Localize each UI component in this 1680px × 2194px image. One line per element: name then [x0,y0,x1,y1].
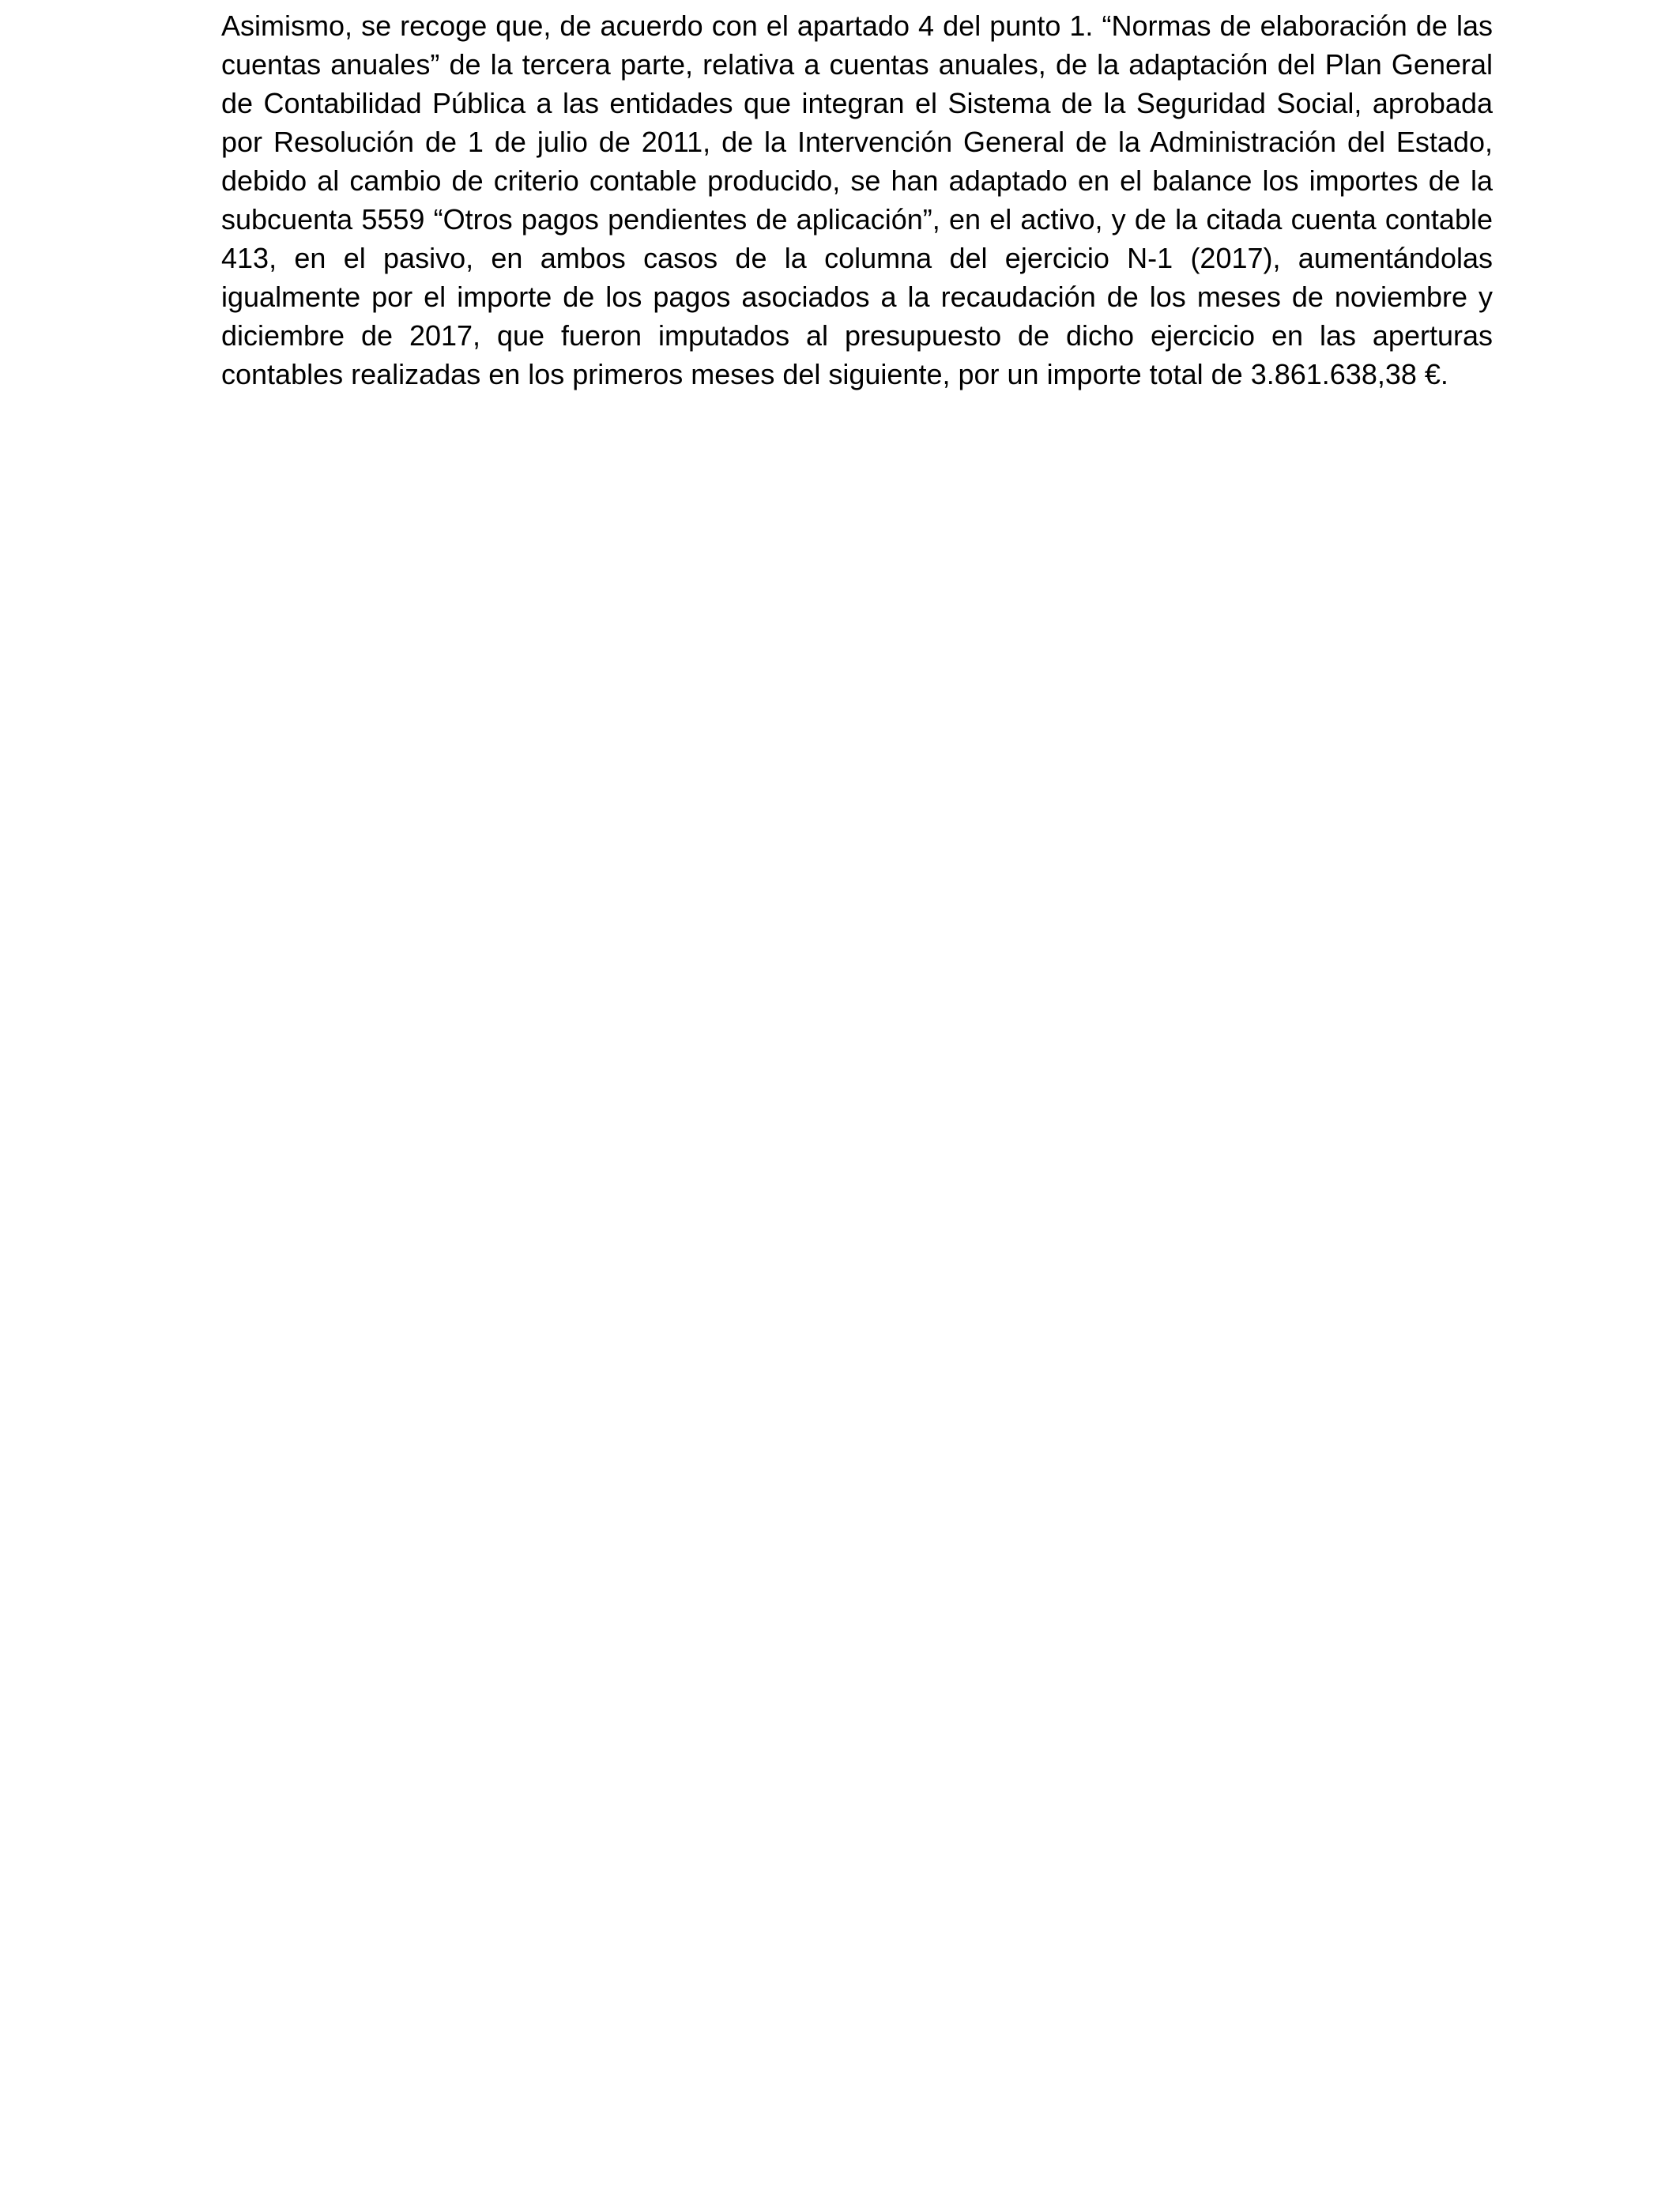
body-paragraph: Asimismo, se recoge que, de acuerdo con el apartado 4 del punto 1. “Normas de elaboración de las cuentas anuales” de la tercera parte, relativa a cuentas anuales, de la adaptación del Plan General de Contabilidad Pública a las entidades que integran el Sistema de la Seguridad Social, aprobada por Resolución de 1 de julio de 2011, de la Intervención General de la Administración del Estado, debido al cambio de criterio contable producido, se han adaptado en el balance los importes de la subcuenta 5559 “Otros pagos pendientes de aplicación”, en el activo, y de la citada cuenta contable 413, en el pasivo, en ambos casos de la columna del ejercicio N-1 (2017), aumentándolas igualmente por el importe de los pagos asociados a la recaudación de los meses de noviembre y diciembre de 2017, que fueron imputados al presupuesto de dicho ejercicio en las aperturas contables realizadas en los primeros meses del siguiente, por un importe total de 3.861.638,38 €. [221,9,1493,390]
